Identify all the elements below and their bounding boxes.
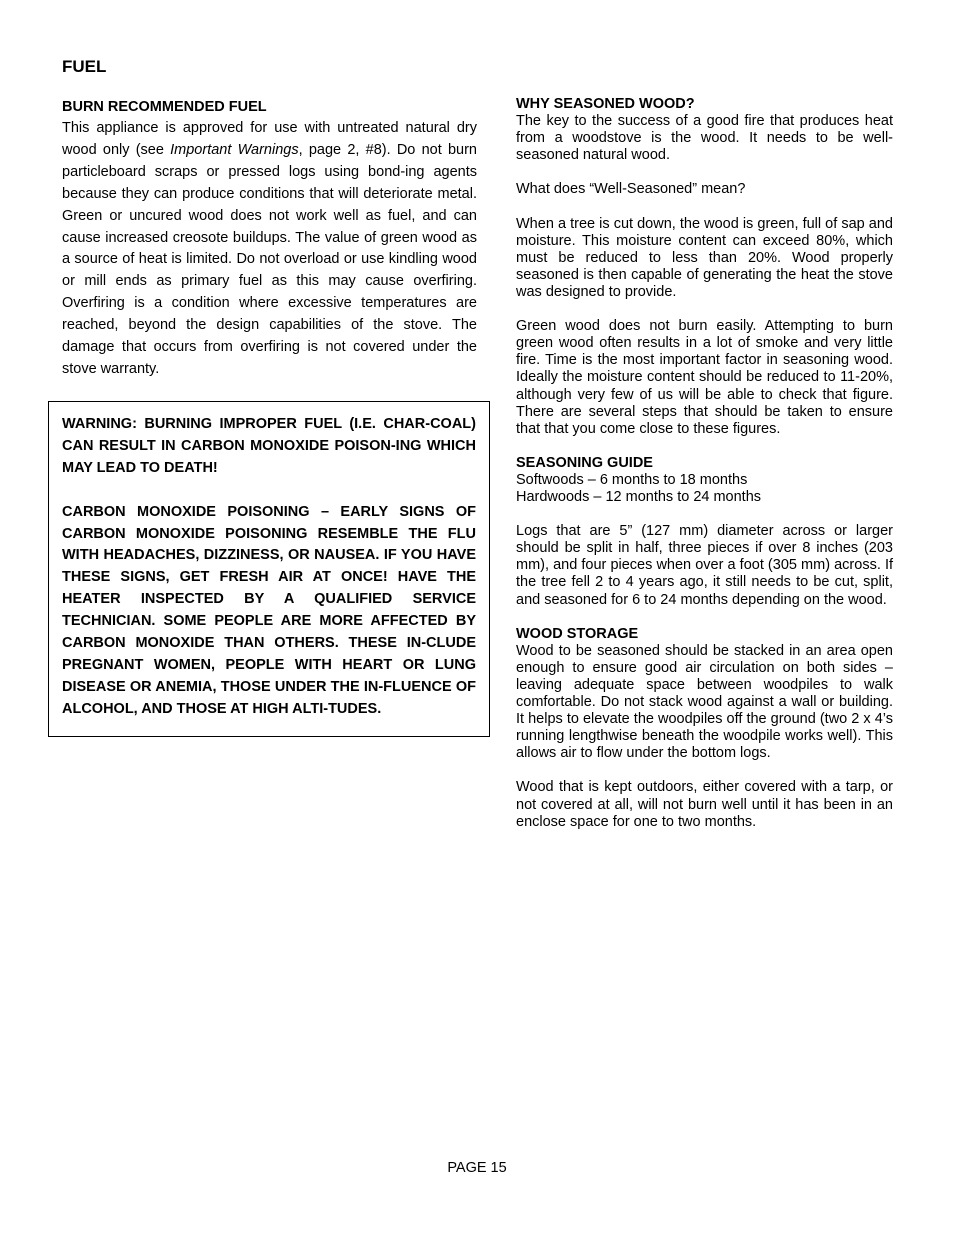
warning-paragraph-1: WARNING: BURNING IMPROPER FUEL (I.E. CHAR-COAL) CAN RESULT IN CARBON MONOXIDE POISON-ING WHICH MAY LEAD TO DEATH! <box>62 416 476 476</box>
seasoned-paragraph-4: Green wood does not burn easily. Attempting to burn green wood often results in a lot of smoke and very little fire. Time is the most important factor in seasoning wood. Ideally the moisture content should be reduced to 11-20%, although very few of us will be able to check that figure. There are several steps that should be taken to ensure that that you come close to these figures. <box>516 318 893 437</box>
burn-text-b: , page 2, #8). Do not burn particleboard scraps or pressed logs using bond-ing agents because they can produce conditions that will deteriorate metal. Green or uncured wood does not work well as fuel, and can cause increased creosote buildups. The value of green wood as a source of heat is limited. Do not overload or use kindling wood or mill ends as primary fuel as this may cause overfiring. Overfiring is a condition where excessive temperatures are reached, beyond the design capabilities of the stove. The damage that occurs from overfiring is not covered under the stove warranty. <box>62 141 477 377</box>
seasoned-paragraph-3: When a tree is cut down, the wood is green, full of sap and moisture. This moisture content can exceed 80%, which must be reduced to less than 20%. Wood properly seasoned is then capable of generating the heat the stove was designed to provide. <box>516 215 893 300</box>
storage-heading: WOOD STORAGE <box>516 625 639 642</box>
burn-section <box>62 97 477 381</box>
seasoned-paragraph-2: What does “Well-Seasoned” mean? <box>516 181 746 198</box>
guide-line-hardwoods: Hardwoods – 12 months to 24 months <box>516 488 762 505</box>
warning-box <box>48 401 490 737</box>
storage-paragraph-1: Wood to be seasoned should be stacked in an area open enough to ensure good air circulation on both sides – leaving adequate space between woodpiles to walk comfortable. Do not stack wood against a wall or building. It helps to elevate the woodpiles off the ground (two 2 x 4’s running lengthwise beneath the woodpile works well). This allows air to flow under the bottom logs. <box>516 642 893 762</box>
burn-text-a: This appliance is approved for use with untreated natural dry wood only (see <box>62 120 477 158</box>
page-number: PAGE 15 <box>447 1160 507 1176</box>
burn-heading: BURN RECOMMENDED FUEL <box>62 99 267 115</box>
page-title: FUEL <box>62 57 107 76</box>
guide-paragraph: Logs that are 5” (127 mm) diameter across or larger should be split in half, three pieces if over 8 inches (203 mm), and four pieces when over a foot (305 mm) across. If the tree fell 2 to 4 years ago, it still needs to be cut, split, and seasoned for 6 to 24 months depending on the wood. <box>516 523 893 608</box>
burn-paragraph <box>62 118 477 381</box>
guide-heading: SEASONING GUIDE <box>516 454 653 471</box>
guide-line-softwoods: Softwoods – 6 months to 18 months <box>516 471 748 488</box>
burn-text-italic: Important Warnings <box>170 141 299 158</box>
seasoned-paragraph-1: The key to the success of a good fire that produces heat from a woodstove is the wood. It needs to be well-seasoned natural wood. <box>516 113 893 164</box>
warning-paragraph-2: CARBON MONOXIDE POISONING – EARLY SIGNS OF CARBON MONOXIDE POISONING RESEMBLE THE FLU WITH HEADACHES, DIZZINESS, OR NAUSEA. IF YOU HAVE THESE SIGNS, GET FRESH AIR AT ONCE! HAVE THE HEATER INSPECTED BY A QUALIFIED SERVICE TECHNICIAN. SOME PEOPLE ARE MORE AFFECTED BY CARBON MONOXIDE THAN OTHERS. THESE IN-CLUDE PREGNANT WOMEN, PEOPLE WITH HEART OR LUNG DISEASE OR ANEMIA, THOSE UNDER THE IN-FLUENCE OF ALCOHOL, AND THOSE AT HIGH ALTI-TUDES. <box>62 503 476 717</box>
seasoned-heading: WHY SEASONED WOOD? <box>516 96 695 112</box>
right-column <box>516 96 893 831</box>
storage-paragraph-2: Wood that is kept outdoors, either covered with a tarp, or not covered at all, will not burn well until it has been in an enclose space for one to two months. <box>516 779 893 830</box>
